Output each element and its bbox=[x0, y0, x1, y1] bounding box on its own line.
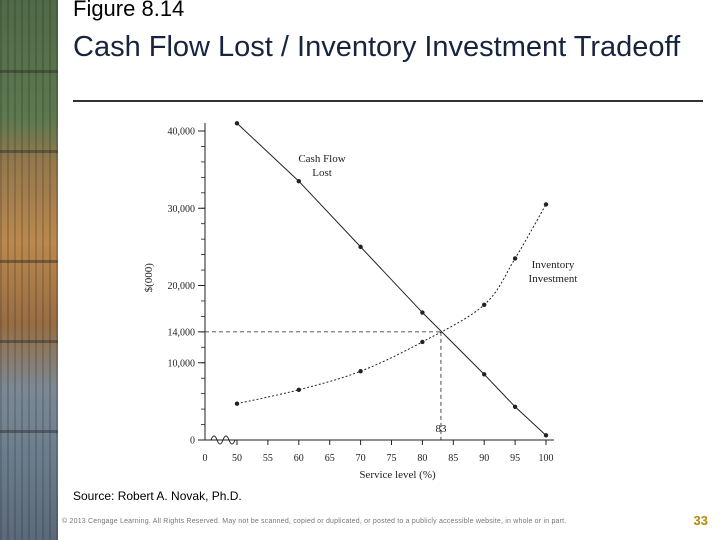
x-tick-label: 95 bbox=[510, 453, 521, 464]
x-tick-label: 90 bbox=[479, 453, 490, 464]
data-point bbox=[513, 405, 517, 409]
data-point bbox=[297, 388, 301, 392]
data-point bbox=[513, 256, 517, 260]
x-tick-label: 50 bbox=[232, 453, 242, 464]
intersection-label: 83 bbox=[435, 423, 447, 435]
y-tick-label: 14,000 bbox=[167, 327, 195, 339]
series-inventory-investment bbox=[235, 202, 548, 406]
x-tick-label: 75 bbox=[386, 453, 397, 464]
chart-marks bbox=[235, 121, 548, 437]
x-tick-label: 70 bbox=[355, 453, 366, 464]
x-tick-label: 85 bbox=[448, 453, 459, 464]
x-tick-label: 80 bbox=[417, 453, 428, 464]
x-tick-label: 55 bbox=[262, 453, 273, 464]
slide-title: Cash Flow Lost / Inventory Investment Tradeoff bbox=[73, 31, 681, 63]
x-tick-label: 60 bbox=[293, 453, 304, 464]
data-point bbox=[358, 245, 362, 249]
figure-label: Figure 8.14 bbox=[73, 0, 185, 21]
data-point bbox=[420, 340, 424, 344]
page-number: 33 bbox=[693, 513, 708, 528]
source-citation: Source: Robert A. Novak, Ph.D. bbox=[73, 489, 242, 503]
x-tick-label: 65 bbox=[324, 453, 335, 464]
series-line bbox=[237, 204, 546, 403]
data-point bbox=[420, 310, 424, 314]
y-tick-label: 40,000 bbox=[167, 126, 195, 138]
data-point bbox=[358, 369, 362, 373]
data-point bbox=[235, 401, 239, 405]
chart-axes bbox=[198, 123, 554, 445]
inventory-investment-label: Inventory Investment bbox=[528, 259, 578, 285]
y-axis-title: $(000) bbox=[143, 263, 155, 293]
y-tick-label: 30,000 bbox=[167, 203, 195, 215]
data-point bbox=[482, 303, 486, 307]
data-point bbox=[297, 179, 301, 183]
y-tick-label: 20,000 bbox=[167, 281, 195, 292]
y-tick-label: 10,000 bbox=[167, 358, 195, 370]
x-tick-label: 100 bbox=[538, 453, 554, 464]
copyright-notice: © 2013 Cengage Learning. All Rights Reserved. May not be scanned, copied or duplicated, or posted to a publicly accessible website, in whole or in part. bbox=[62, 518, 567, 525]
data-point bbox=[544, 433, 548, 437]
series-line bbox=[237, 123, 546, 435]
y-tick-label: 0 bbox=[190, 435, 195, 447]
cash-flow-lost-label: Cash Flow Lost bbox=[298, 153, 346, 179]
series-cash-flow-lost bbox=[235, 121, 548, 437]
data-point bbox=[544, 202, 548, 206]
x-tick-label: 0 bbox=[202, 453, 208, 464]
x-axis-title: Service level (%) bbox=[359, 469, 436, 481]
data-point bbox=[235, 121, 239, 125]
data-point bbox=[482, 372, 486, 376]
chart-labels bbox=[143, 127, 577, 482]
